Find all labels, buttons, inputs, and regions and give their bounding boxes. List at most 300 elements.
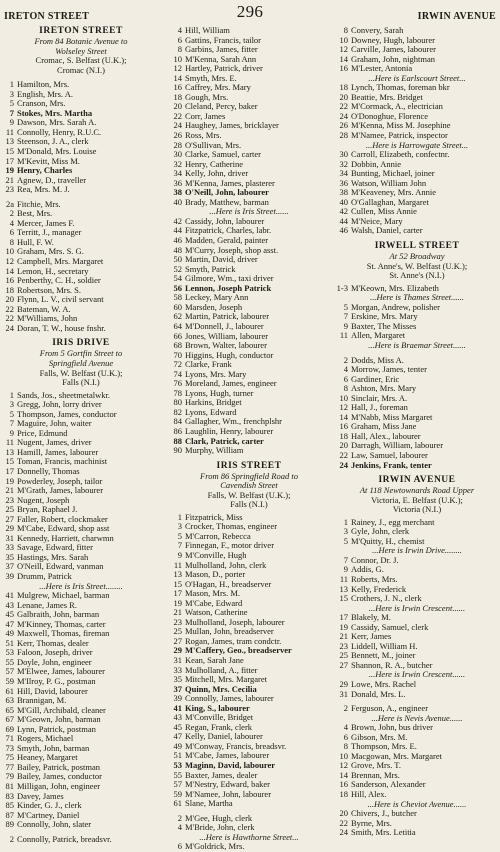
house-number: 45 (5, 610, 14, 620)
resident-name: Penberthy, C. H., soldier (17, 276, 101, 286)
resident-name: M'Gill, Archibald, cleaner (17, 705, 106, 715)
resident-name: Gardiner, Eric (351, 374, 400, 384)
house-number: 79 (5, 772, 14, 782)
directory-entry (170, 823, 328, 833)
resident-name: Donald, Mrs. L. (351, 689, 406, 699)
house-number: 35 (5, 552, 14, 562)
cross-street-marker: ...Here is Harrowgate Street... (365, 139, 469, 150)
resident-name: Caffrey, Mrs. Mary (185, 83, 251, 93)
house-number: 4 (177, 26, 182, 35)
resident-name: Thompson, James, conductor (17, 409, 117, 419)
directory-entry (170, 332, 328, 342)
house-number: 50 (173, 255, 182, 265)
house-number: 34 (173, 169, 182, 179)
directory-entry (170, 666, 328, 676)
street-route: From 84 Botanic Avenue to (34, 36, 128, 46)
resident-name: M'Kenna, Sarah Ann (185, 54, 257, 64)
cross-street-marker: ...Here is Thames Street...... (370, 292, 464, 303)
house-number: 52 (173, 264, 182, 274)
resident-name: Gibson, Mrs. M. (351, 732, 408, 742)
house-number: 21 (5, 175, 14, 185)
resident-name: M'Geown, John, barman (17, 715, 101, 725)
street-ward: Falls, W. Belfast (U.K.); (39, 367, 123, 378)
resident-name: Kinder, G. J., clerk (17, 801, 82, 811)
house-number: 33 (173, 665, 182, 675)
house-number: 29 (5, 524, 14, 534)
directory-entry (170, 26, 328, 36)
directory-entry (2, 706, 160, 716)
house-number: 22 (339, 102, 348, 112)
directory-entry (336, 26, 498, 36)
house-number: 7 (343, 312, 348, 322)
resident-name: Hastings, Mrs. Sarah (17, 552, 89, 562)
directory-entry (2, 572, 160, 582)
house-number: 12 (339, 761, 348, 771)
directory-entry (170, 551, 328, 561)
resident-name: Gough, Mrs. (185, 92, 229, 102)
house-number: 43 (173, 713, 182, 723)
house-number: 16 (339, 422, 348, 432)
resident-name: Mulgrew, Michael, barman (17, 591, 110, 601)
resident-name: Maxwell, Thomas, fireman (17, 629, 110, 639)
resident-name: Fitzpatrick, Miss (185, 512, 243, 522)
house-number: 15 (173, 579, 182, 589)
house-number: 8 (343, 384, 348, 394)
house-number: 81 (5, 782, 14, 792)
house-number: 10 (339, 35, 348, 45)
house-number: 10 (5, 247, 14, 257)
resident-name: Robertson, Mrs. S. (17, 285, 81, 295)
house-number: 25 (5, 505, 14, 515)
resident-name: Connor, Dr. J. (351, 555, 399, 565)
directory-entry (2, 801, 160, 811)
directory-entry (2, 734, 160, 744)
resident-name: Kelly, John, driver (185, 169, 249, 179)
house-number: 20 (5, 295, 14, 305)
house-number: 3 (9, 400, 14, 410)
resident-name: Gallagher, Wm., frenchplshr (185, 417, 282, 427)
directory-entry (2, 629, 160, 639)
resident-name: Mulholland, A., fitter (185, 665, 258, 675)
directory-entry (2, 276, 160, 286)
house-number: 11 (339, 574, 348, 584)
house-number: 1 (9, 390, 14, 400)
directory-entry (2, 601, 160, 611)
directory-entry (2, 419, 160, 429)
resident-name: Henry, Catherine (185, 159, 243, 169)
directory-entry (170, 417, 328, 427)
directory-entry (336, 150, 498, 160)
resident-name: Cassidy, Samuel, clerk (351, 622, 429, 632)
directory-entry (170, 322, 328, 332)
directory-entry (170, 713, 328, 723)
directory-entry (170, 608, 328, 618)
directory-entry (2, 238, 160, 248)
directory-entry (336, 403, 498, 413)
resident-name: King, S., labourer (185, 703, 250, 713)
directory-entry (2, 118, 160, 128)
directory-entry (170, 102, 328, 112)
directory-entry (336, 83, 498, 93)
resident-name: Kelly, Frederick (351, 584, 407, 594)
house-number: 2 (343, 355, 348, 365)
directory-entry (336, 661, 498, 671)
resident-name: Slane, Martha (185, 799, 233, 809)
column-3 (336, 26, 498, 838)
directory-entry (336, 422, 498, 432)
street-ward: Victoria (N.I.) (392, 504, 442, 515)
house-number: 48 (173, 245, 182, 255)
house-number: 18 (173, 92, 182, 102)
house-number: 7 (343, 555, 348, 565)
resident-name: Lyons, Edward (185, 407, 237, 417)
directory-entry (2, 247, 160, 257)
house-number: 53 (173, 761, 182, 771)
resident-name: M'Goldrick, Mrs. (185, 842, 245, 852)
house-number: 85 (5, 801, 14, 811)
resident-name: Brady, Matthew, barman (185, 197, 269, 207)
resident-name: Campbell, Mrs. Margaret (17, 257, 104, 267)
directory-entry (336, 723, 498, 733)
resident-name: M'Kevitt, Miss M. (17, 156, 80, 166)
resident-name: M'Cartney, Daniel (17, 810, 80, 820)
house-number: 32 (339, 159, 348, 169)
house-number: 21 (5, 486, 14, 496)
directory-entry (2, 562, 160, 572)
house-number: 25 (339, 651, 348, 661)
resident-name: Blakely, M. (351, 613, 391, 623)
house-number: 62 (173, 312, 182, 322)
house-number: 24 (173, 121, 182, 131)
house-number: 7 (177, 541, 182, 551)
directory-entry (170, 236, 328, 246)
directory-entry (170, 437, 328, 447)
house-number: 78 (173, 388, 182, 398)
house-number: 47 (5, 619, 14, 629)
directory-entry (2, 648, 160, 658)
directory-entry (170, 265, 328, 275)
house-number: 43 (5, 600, 14, 610)
resident-name: M'Kenna, Miss M. Josephine (351, 121, 451, 131)
house-number: 46 (339, 226, 348, 236)
directory-entry (2, 467, 160, 477)
house-number: 88 (173, 436, 182, 446)
directory-entry (2, 835, 160, 845)
resident-name: Doran, T. W., house fnshr. (17, 323, 106, 333)
directory-entry (170, 570, 328, 580)
resident-name: Hamill, James, labourer (17, 447, 99, 457)
resident-name: Gattins, Francis, tailor (185, 35, 262, 45)
directory-entry (2, 295, 160, 305)
directory-entry (170, 742, 328, 752)
directory-entry (336, 365, 498, 375)
house-number: 27 (173, 636, 182, 646)
directory-entry (336, 642, 498, 652)
resident-name: Rogan, James, tram condctr. (185, 636, 282, 646)
house-number: 40 (339, 197, 348, 207)
directory-entry (2, 448, 160, 458)
house-number: 2 (9, 209, 14, 219)
resident-name: Territt, J., manager (17, 228, 82, 238)
directory-entry (170, 589, 328, 599)
resident-name: Steenson, J. A., clerk (17, 137, 89, 147)
directory-entry (170, 389, 328, 399)
house-number: 22 (5, 304, 14, 314)
resident-name: M'Lester, Antonia (351, 64, 413, 74)
directory-entry (170, 379, 328, 389)
directory-entry (170, 704, 328, 714)
house-number: 2a (5, 199, 14, 209)
house-number: 4 (343, 365, 348, 375)
directory-entry (336, 771, 498, 781)
directory-entry (336, 102, 498, 112)
resident-name: O'Neill, John, labourer (185, 188, 269, 198)
directory-entry (2, 128, 160, 138)
house-number: 24 (339, 828, 348, 838)
directory-entry (2, 763, 160, 773)
resident-name: Dobbin, Annie (351, 159, 402, 169)
house-number: 20 (339, 92, 348, 102)
resident-name: M'Quitty, H., chemist (351, 536, 425, 546)
resident-name: Martin, Patrick, labourer (185, 312, 270, 322)
resident-name: Lennon, Joseph Patrick (185, 283, 272, 293)
directory-entry (336, 704, 498, 714)
house-number: 2 (343, 704, 348, 714)
resident-name: Downey, Hugh, labourer (351, 35, 435, 45)
resident-name: Hill, William (185, 26, 230, 35)
house-number: 2 (177, 813, 182, 823)
house-number: 24 (5, 323, 14, 333)
directory-entry (2, 782, 160, 792)
directory-entry (2, 267, 160, 277)
resident-name: Kean, Sarah Jane (185, 656, 244, 665)
resident-name: Marsden, Joseph (185, 302, 243, 312)
resident-name: Morrow, James, tenter (351, 365, 427, 375)
directory-entry (336, 594, 498, 604)
directory-entry (170, 55, 328, 65)
house-number: 67 (5, 715, 14, 725)
house-number: 56 (173, 283, 182, 293)
directory-entry (2, 772, 160, 782)
house-number: 9 (177, 550, 182, 560)
house-number: 7 (9, 419, 14, 429)
resident-name: M'Curry, Joseph, shop asst. (185, 245, 279, 255)
directory-entry (2, 314, 160, 324)
street-ward: St. Anne's (N.I.) (389, 270, 445, 281)
house-number: 16 (339, 780, 348, 790)
resident-name: Graham, John, nightman (351, 54, 436, 64)
resident-name: O'Gallaghan, Margaret (351, 197, 429, 207)
house-number: 18 (339, 83, 348, 93)
resident-name: Brannigan, M. (17, 696, 67, 706)
resident-name: Shannon, R. A., butcher (351, 660, 433, 670)
house-number: 19 (5, 166, 14, 176)
resident-name: M'Nestry, Edward, baker (185, 780, 271, 790)
directory-entry (170, 284, 328, 294)
resident-name: Smyth, John, barman (17, 743, 90, 753)
house-number: 19 (5, 476, 14, 486)
resident-name: Quinn, Mrs. Cecilia (185, 684, 257, 694)
resident-name: Martin, David, driver (185, 255, 258, 265)
resident-name: Allen, Margaret (351, 331, 406, 341)
house-number: 76 (173, 379, 182, 389)
house-number: 23 (5, 495, 14, 505)
house-number: 17 (5, 156, 14, 166)
directory-entry (336, 451, 498, 461)
house-number: 18 (5, 285, 14, 295)
house-number: 53 (5, 648, 14, 658)
house-number: 16 (5, 276, 14, 286)
resident-name: Hall, J., foreman (351, 403, 408, 413)
resident-name: Rea, Mrs. M. J. (17, 185, 70, 195)
resident-name: Savage, Edward, fitter (17, 543, 93, 553)
house-number: 22 (173, 111, 182, 121)
house-number: 13 (5, 137, 14, 147)
street-ward: Falls (N.I.) (230, 499, 268, 510)
house-number: 65 (5, 705, 14, 715)
house-number: 87 (5, 810, 14, 820)
header-left-street: IRETON STREET (4, 11, 90, 22)
resident-name: Erskine, Mrs. Mary (351, 312, 418, 322)
directory-entry (2, 496, 160, 506)
directory-entry (170, 341, 328, 351)
house-number: 13 (339, 584, 348, 594)
street-route: At 52 Broadway (389, 251, 445, 262)
resident-name: Walsh, Daniel, carter (351, 226, 423, 236)
directory-entry (2, 610, 160, 620)
resident-name: Faller, Robert, clockmaker (17, 514, 108, 524)
house-number: 22 (339, 450, 348, 460)
street-heading: IRWIN AVENUE (378, 475, 456, 486)
house-number: 24 (339, 460, 348, 470)
street-ward: Falls, W. Belfast (U.K.); (207, 489, 291, 500)
house-number: 63 (5, 696, 14, 706)
resident-name: Fitzpatrick, Charles, labr. (185, 226, 272, 236)
house-number: 90 (173, 446, 182, 456)
resident-name: M'Conville, Hugh (185, 550, 247, 560)
resident-name: Brown, Walter, labourer (185, 341, 267, 351)
directory-entry (336, 284, 498, 294)
directory-entry (2, 486, 160, 496)
directory-entry (2, 534, 160, 544)
resident-name: Mullan, John, breadserver (185, 627, 274, 637)
house-number: 26 (339, 121, 348, 131)
directory-entry (336, 112, 498, 122)
directory-entry (170, 74, 328, 84)
resident-name: Nugent, James, driver (17, 438, 92, 448)
directory-entry (170, 580, 328, 590)
house-number: 15 (5, 457, 14, 467)
house-number: 77 (5, 762, 14, 772)
house-number: 16 (339, 64, 348, 74)
resident-name: Agnew, D., traveller (17, 175, 87, 185)
house-number: 42 (173, 216, 182, 226)
house-number: 44 (173, 226, 182, 236)
house-number: 5 (9, 409, 14, 419)
street-route: Springfield Avenue (48, 357, 114, 368)
house-number: 57 (173, 780, 182, 790)
directory-entry (2, 410, 160, 420)
resident-name: Watson, Catherine (185, 608, 248, 618)
resident-name: Laughlin, Henry, labourer (185, 426, 274, 436)
resident-name: Kennedy, Harriett, charwmn (17, 533, 114, 543)
directory-entry (170, 141, 328, 151)
resident-name: Morgan, Andrew, polisher (351, 302, 441, 312)
house-number: 13 (173, 570, 182, 580)
directory-entry (2, 166, 160, 176)
house-number: 6 (9, 228, 14, 238)
house-number: 34 (339, 169, 348, 179)
directory-entry (2, 524, 160, 534)
house-number: 13 (5, 447, 14, 457)
resident-name: M'Bride, John, clerk (185, 823, 255, 833)
resident-name: M'Donnell, J., labourer (185, 321, 264, 331)
house-number: 19 (173, 598, 182, 608)
resident-name: Ross, Mrs. (185, 131, 222, 141)
directory-entry (170, 656, 328, 666)
house-number: 51 (173, 751, 182, 761)
house-number: 47 (173, 732, 182, 742)
resident-name: Lowe, Mrs. Rachel (351, 680, 417, 689)
house-number: 23 (5, 185, 14, 195)
running-head (4, 2, 496, 24)
resident-name: Gyle, John, clerk (351, 527, 410, 537)
house-number: 55 (5, 657, 14, 667)
resident-name: Lynch, Thomas, foreman bkr (351, 83, 450, 93)
directory-entry (170, 446, 328, 456)
resident-name: Graham, Miss Jane (351, 422, 417, 432)
directory-entry (336, 64, 498, 74)
resident-name: Watson, William John (351, 178, 427, 188)
resident-name: Bryan, Raphael J. (17, 505, 78, 515)
directory-entry (170, 150, 328, 160)
house-number: 6 (343, 732, 348, 742)
resident-name: M'Conville, Bridget (185, 713, 254, 723)
house-number: 19 (339, 622, 348, 632)
directory-entry (170, 121, 328, 131)
resident-name: Hull, F. W. (17, 237, 54, 247)
resident-name: Cassidy, John, labourer (185, 216, 265, 226)
directory-entry (2, 543, 160, 553)
directory-entry (336, 207, 498, 217)
resident-name: Sinclair, Mrs. A. (351, 393, 408, 403)
resident-name: Lyons, Hugh, turner (185, 388, 254, 398)
street-heading: IRIS STREET (216, 460, 282, 471)
cross-street-marker: ...Here is Earlscourt Street... (368, 72, 466, 83)
directory-entry (170, 723, 328, 733)
house-number: 27 (339, 660, 348, 670)
house-number: 10 (339, 393, 348, 403)
house-number: 7 (9, 108, 14, 118)
resident-name: Smyth, Patrick (185, 264, 236, 274)
resident-name: M'Cormack, A., electrician (351, 102, 443, 112)
house-number: 21 (173, 608, 182, 618)
resident-name: M'Keaveney, Mrs. Annie (351, 188, 437, 198)
directory-entry (2, 157, 160, 167)
house-number: 60 (173, 302, 182, 312)
street-ward: Falls (N.I.) (62, 377, 100, 388)
directory-entry (336, 432, 498, 442)
directory-entry (170, 751, 328, 761)
house-number: 37 (173, 684, 182, 694)
house-number: 58 (173, 293, 182, 303)
resident-name: Bateman, W. A. (17, 304, 71, 314)
directory-entry (336, 226, 498, 236)
house-number: 83 (5, 791, 14, 801)
street-heading: IRWELL STREET (374, 241, 460, 252)
directory-entry (336, 45, 498, 55)
resident-name: M'Namee, John, labourer (185, 789, 272, 799)
